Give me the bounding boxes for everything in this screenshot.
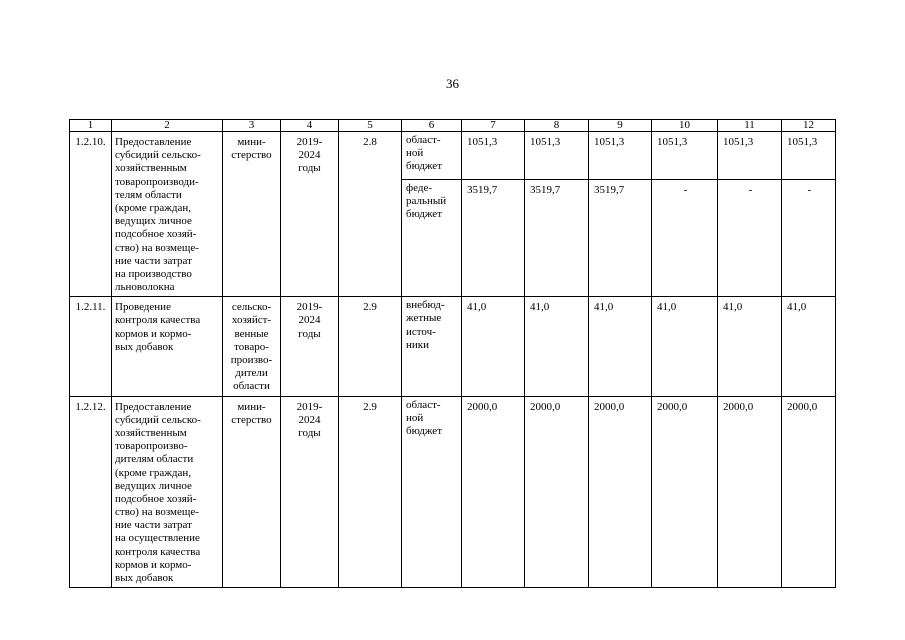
column-header: 6 [402,120,462,132]
funding-value: - [652,179,718,297]
item-name-line: контроля качества [115,314,201,327]
indicator-ref: 2.8 [339,132,402,297]
item-name-line: на производство [115,267,192,280]
period-line: 2019- [296,136,323,148]
item-number: 1.2.11. [70,297,112,396]
funding-source-line: област- [406,398,441,411]
column-header: 11 [718,120,782,132]
funding-source-line: внебюд- [406,299,445,312]
funding-value: 2000,0 [652,396,718,588]
funding-source-line: ной [406,147,424,160]
column-header: 8 [525,120,589,132]
period-line: годы [298,327,321,340]
item-name-line: вых добавок [115,340,174,353]
table-row [70,132,836,180]
item-name-line: хозяйственным [115,162,187,175]
funding-value: 1051,3 [462,132,525,180]
column-header: 2 [112,120,223,132]
funding-value: 41,0 [462,297,525,396]
item-name-line: телям области [115,188,182,201]
item-name-line: дителям области [115,453,194,466]
executor-line: дители [235,367,268,380]
executor-line: товаро- [234,340,269,353]
item-name-line: ведущих личное [115,479,192,492]
executor-line: хозяйст- [231,314,272,327]
funding-value: 2000,0 [589,396,652,588]
funding-value: 41,0 [652,297,718,396]
funding-source-line: ники [406,338,430,351]
period-line: 2019- [296,400,323,413]
period-line: годы [298,426,321,439]
period-line: 2024 [298,413,321,426]
item-name-line: контроля качества [115,545,201,558]
column-header: 3 [223,120,281,132]
period [281,297,339,396]
funding-source [402,396,462,588]
period [281,132,339,297]
item-name-line: ство) на возмеще- [115,506,199,519]
executor-line: области [233,380,270,393]
item-name-line: хозяйственным [115,426,187,439]
item-name-line: (кроме граждан, [115,466,192,479]
funding-source-line: источ- [406,325,436,338]
funding-value: 2000,0 [782,396,836,588]
table-row [70,396,836,588]
funding-source-line: ной [406,411,424,424]
item-name-line: ние части затрат [115,254,192,267]
column-header: 9 [589,120,652,132]
item-name [112,297,223,396]
funding-source-line: жетные [406,312,442,325]
item-name-line: ние части затрат [115,519,192,532]
column-header: 7 [462,120,525,132]
item-name-line: на осуществление [115,532,200,545]
table-row [70,297,836,396]
item-name [112,132,223,297]
funding-source-line: бюджет [406,424,442,437]
funding-value: 3519,7 [525,179,589,297]
item-name-line: подсобное хозяй- [115,492,197,505]
funding-value: 41,0 [718,297,782,396]
item-name-line: льноволокна [115,281,175,294]
funding-value: - [718,179,782,297]
executor [223,396,281,588]
item-name-line: ство) на возмеще- [115,241,199,254]
item-name-line: кормов и кормо- [115,327,192,340]
budget-table [69,119,836,588]
item-name-line: (кроме граждан, [115,201,192,214]
column-header: 4 [281,120,339,132]
funding-value: 1051,3 [652,132,718,180]
executor-line: сельско- [231,301,272,314]
funding-value: 1051,3 [782,132,836,180]
funding-value: - [782,179,836,297]
item-name-line: вых добавок [115,572,174,584]
funding-value: 2000,0 [462,396,525,588]
funding-source-line: феде- [406,181,433,194]
funding-value: 2000,0 [525,396,589,588]
executor-line: произво- [230,354,273,366]
indicator-ref: 2.9 [339,396,402,588]
executor [223,132,281,297]
executor-line: мини- [237,136,266,148]
item-name [112,396,223,588]
item-name-line: субсидий сельско- [115,413,201,426]
funding-value: 1051,3 [589,132,652,180]
executor-line: стерство [231,413,272,426]
period-line: 2024 [298,149,321,162]
column-header: 1 [70,120,112,132]
funding-source-line: област- [406,134,441,146]
funding-value: 3519,7 [589,179,652,297]
indicator-ref: 2.9 [339,297,402,396]
page-number: 36 [446,76,459,91]
item-name-line: товаропроизводи- [115,175,199,188]
funding-value: 41,0 [782,297,836,396]
funding-source [402,179,462,297]
table-header-row [70,120,836,132]
funding-source-line: бюджет [406,160,442,173]
item-name-line: подсобное хозяй- [115,228,197,241]
executor-line: венные [234,327,269,340]
funding-source-line: бюджет [406,208,442,221]
period-line: 2019- [296,301,323,314]
item-name-line: ведущих личное [115,215,192,228]
item-number: 1.2.10. [70,132,112,297]
executor-line: стерство [231,149,272,162]
item-name-line: субсидий сельско- [115,149,201,162]
item-name-line: Предоставление [115,136,192,148]
item-number: 1.2.12. [70,396,112,588]
period [281,396,339,588]
funding-value: 41,0 [525,297,589,396]
item-name-line: Предоставление [115,400,192,413]
funding-source-line: ральный [406,194,447,207]
funding-value: 1051,3 [525,132,589,180]
executor-line: мини- [237,400,266,413]
executor [223,297,281,396]
period-line: 2024 [298,314,321,327]
funding-value: 1051,3 [718,132,782,180]
column-header: 10 [652,120,718,132]
item-name-line: товаропроизво- [115,440,188,453]
item-name-line: Проведение [115,301,171,314]
funding-source [402,132,462,180]
item-name-line: кормов и кормо- [115,558,192,571]
funding-value: 2000,0 [718,396,782,588]
column-header: 12 [782,120,836,132]
funding-value: 41,0 [589,297,652,396]
period-line: годы [298,162,321,175]
funding-source [402,297,462,396]
column-header: 5 [339,120,402,132]
funding-value: 3519,7 [462,179,525,297]
